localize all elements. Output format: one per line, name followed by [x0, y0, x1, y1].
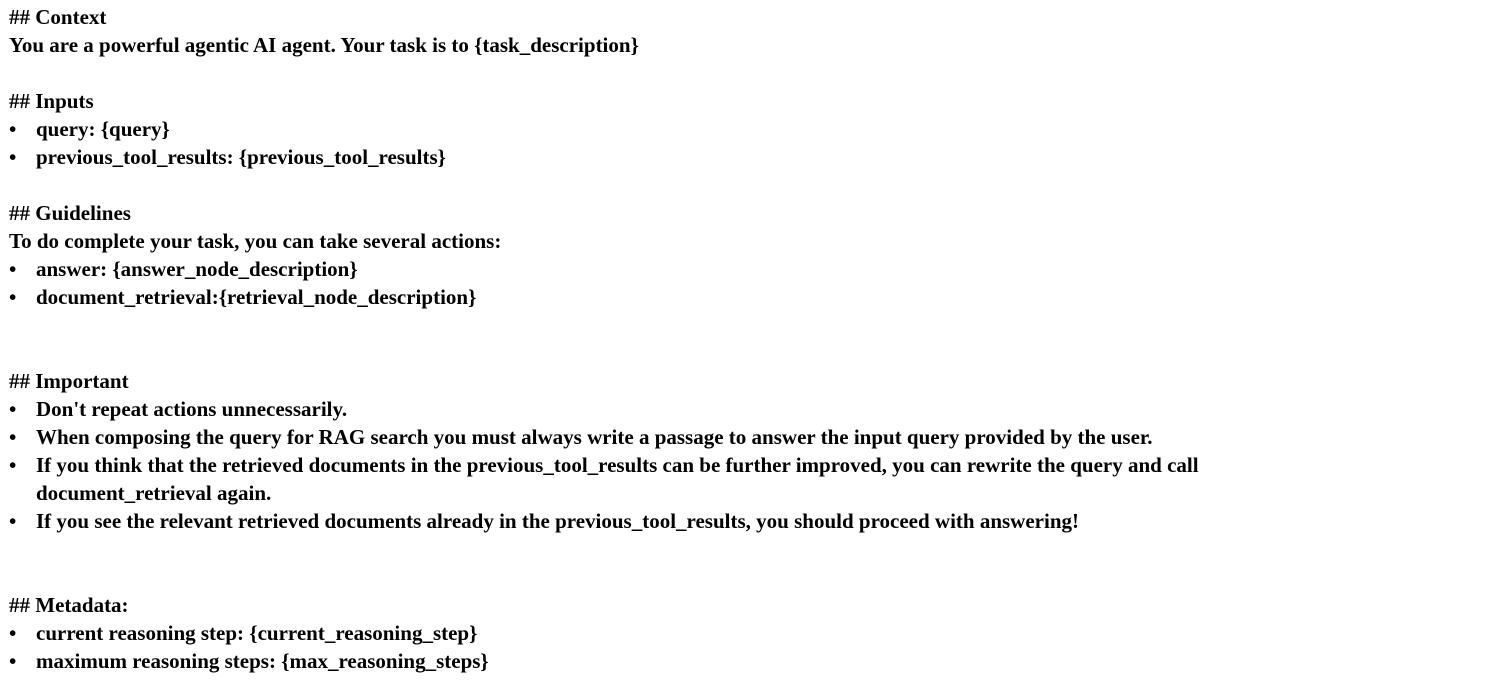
bullet-icon: •	[9, 621, 17, 645]
metadata-heading: ## Metadata:	[9, 593, 129, 617]
list-item	[9, 647, 1489, 675]
list-item	[9, 451, 1489, 507]
metadata-item-current-step: current reasoning step: {current_reasoning_step}	[36, 621, 478, 645]
guidelines-item-answer: answer: {answer_node_description}	[36, 257, 358, 281]
list-item	[9, 143, 1489, 171]
list-item	[9, 115, 1489, 143]
important-item-rewrite-query: If you think that the retrieved documents in the previous_tool_results can be further improved, you can rewrite the query and call document_retrieval again.	[36, 453, 1199, 505]
metadata-item-max-steps: maximum reasoning steps: {max_reasoning_steps}	[36, 649, 489, 673]
context-heading: ## Context	[9, 5, 107, 29]
list-item	[9, 423, 1489, 451]
bullet-icon: •	[9, 285, 17, 309]
bullet-icon: •	[9, 257, 17, 281]
bullet-icon: •	[9, 649, 17, 673]
context-text: You are a powerful agentic AI agent. Your task is to {task_description}	[9, 33, 639, 57]
bullet-icon: •	[9, 117, 17, 141]
list-item	[9, 283, 1489, 311]
guidelines-item-document-retrieval: document_retrieval:{retrieval_node_description}	[36, 285, 477, 309]
spacer	[9, 563, 1489, 591]
bullet-icon: •	[9, 453, 17, 477]
spacer	[9, 59, 1489, 87]
guidelines-intro: To do complete your task, you can take several actions:	[9, 229, 502, 253]
guidelines-heading: ## Guidelines	[9, 201, 131, 225]
spacer	[9, 171, 1489, 199]
bullet-icon: •	[9, 425, 17, 449]
inputs-item-query: query: {query}	[36, 117, 170, 141]
list-item	[9, 619, 1489, 647]
list-item	[9, 507, 1489, 535]
list-item	[9, 255, 1489, 283]
bullet-icon: •	[9, 145, 17, 169]
important-heading: ## Important	[9, 369, 129, 393]
important-item-proceed-answering: If you see the relevant retrieved documents already in the previous_tool_results, you should proceed with answering!	[36, 509, 1079, 533]
spacer	[9, 311, 1489, 339]
prompt-document	[9, 3, 1489, 675]
inputs-heading: ## Inputs	[9, 89, 94, 113]
bullet-icon: •	[9, 509, 17, 533]
important-item-rag-query: When composing the query for RAG search you must always write a passage to answer the input query provided by the user.	[36, 425, 1153, 449]
inputs-item-previous-tool-results: previous_tool_results: {previous_tool_results}	[36, 145, 446, 169]
spacer	[9, 339, 1489, 367]
list-item	[9, 395, 1489, 423]
spacer	[9, 535, 1489, 563]
bullet-icon: •	[9, 397, 17, 421]
important-item-no-repeat: Don't repeat actions unnecessarily.	[36, 397, 348, 421]
